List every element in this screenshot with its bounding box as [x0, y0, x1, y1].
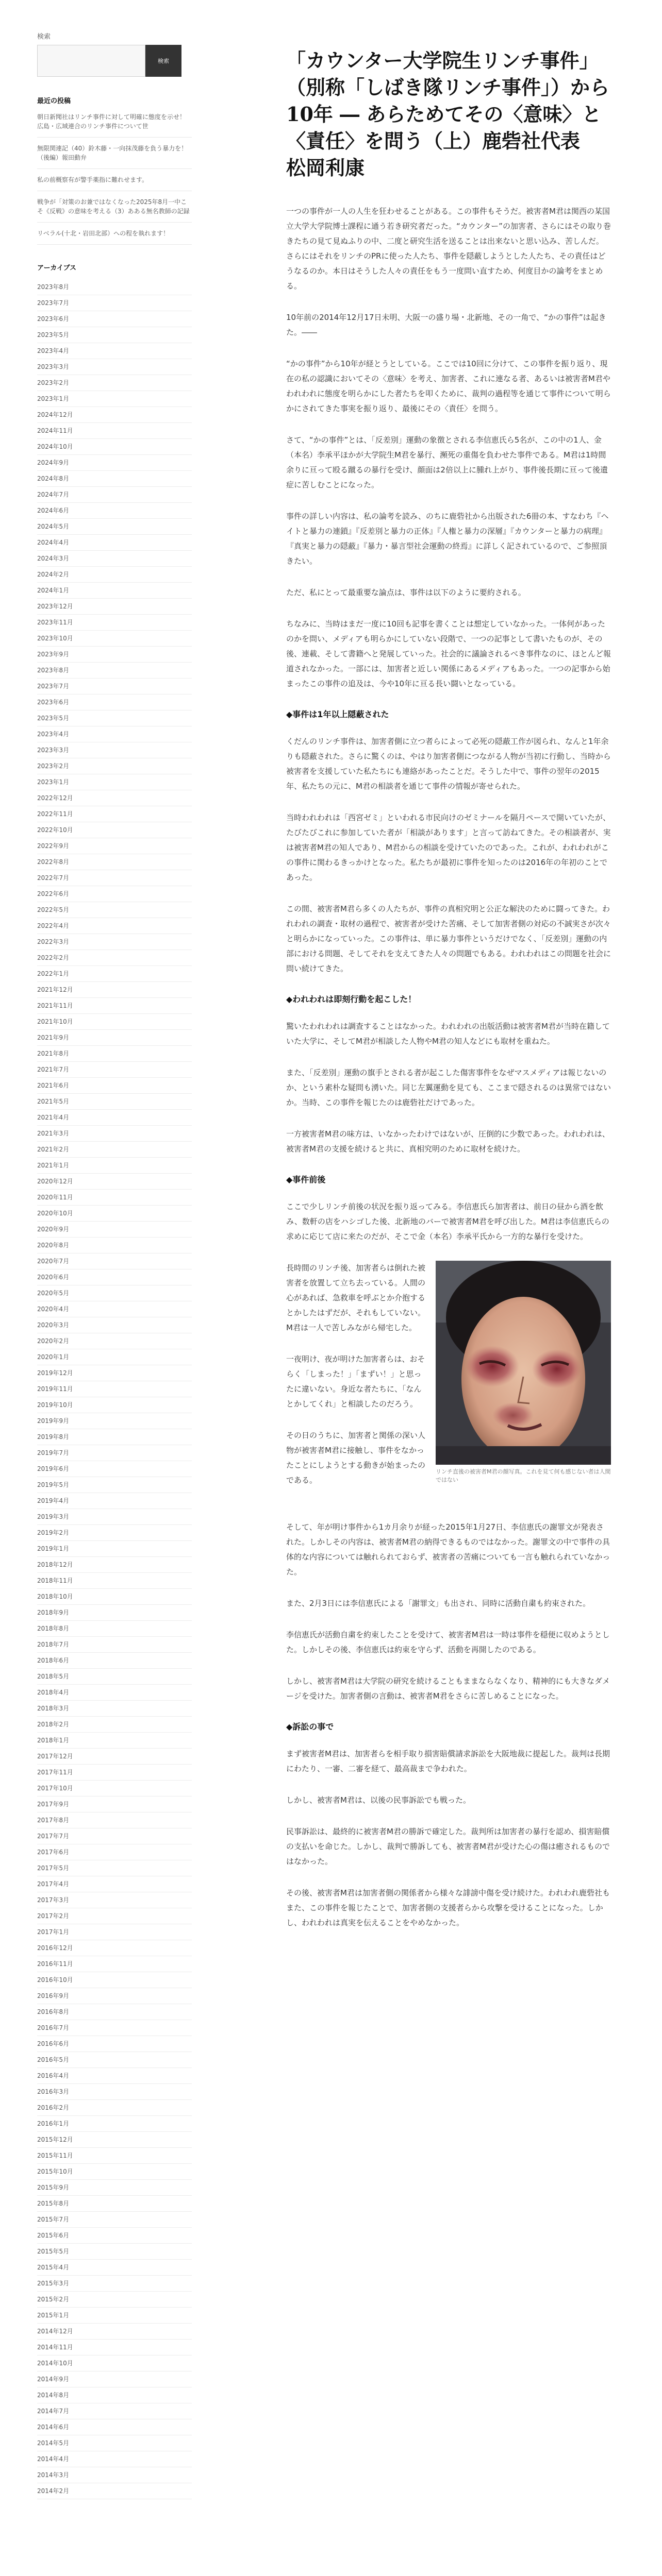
archive-link[interactable]: 2024年2月 [37, 567, 192, 583]
archive-link[interactable]: 2023年4月 [37, 343, 192, 359]
archive-link[interactable]: 2014年4月 [37, 2451, 192, 2467]
archive-link[interactable]: 2018年12月 [37, 1557, 192, 1573]
archive-link[interactable]: 2023年5月 [37, 710, 192, 726]
article-paragraph: しかし、被害者M君は大学院の研究を続けることもままならなくなり、精神的にも大きなダメージを受けた。加害者側の言動は、被害者M君をさらに苦しめることになった。 [286, 1676, 610, 1701]
archive-link[interactable]: 2015年2月 [37, 2292, 192, 2308]
archive-link[interactable]: 2017年9月 [37, 1797, 192, 1812]
archive-link[interactable]: 2021年1月 [37, 1158, 192, 1174]
article-paragraph: この間、被害者M君ら多くの人たちが、事件の真相究明と公正な解決のために闘ってきた。われわれの調査・取材の過程で、被害者が受けた苦痛、そして加害者側の対応の不誠実さが次々と明らかになっていった。この事件は、単に暴力事件というだけでなく、「反差別」運動の内部における問題、そしてそれを支えてきた人々の問題でもある。われわれはこの問題を社会に問い続けてきた。 [286, 904, 611, 973]
archive-link[interactable]: 2014年9月 [37, 2371, 192, 2387]
archive-link[interactable]: 2015年5月 [37, 2244, 192, 2260]
archive-link[interactable]: 2018年1月 [37, 1733, 192, 1749]
search-button-label: 検索 [158, 58, 169, 64]
section-1-body [286, 734, 611, 976]
article-paragraph: また、2月3日には李信恵氏による「謝罪文」も出され、同時に活動自粛も約束された。 [286, 1599, 590, 1608]
archive-link[interactable]: 2021年8月 [37, 1046, 192, 1062]
archive-link[interactable]: 2021年5月 [37, 1094, 192, 1110]
archive-link[interactable]: 2018年11月 [37, 1573, 192, 1589]
archive-link[interactable]: 2015年9月 [37, 2180, 192, 2196]
archive-link[interactable]: 2019年2月 [37, 1525, 192, 1541]
archive-link[interactable]: 2018年4月 [37, 1685, 192, 1701]
archive-link[interactable]: 2014年5月 [37, 2435, 192, 2451]
post-title: 「カウンター大学院生リンチ事件」（別称「しばき隊リンチ事件」）から10年 ― あらためてその〈意味〉と〈責任〉を問う（上）鹿砦社代表 松岡利康 [286, 49, 610, 179]
archive-link[interactable]: 2023年10月 [37, 631, 192, 647]
archive-link[interactable]: 2016年2月 [37, 2100, 192, 2116]
archive-link[interactable]: 2019年9月 [37, 1413, 192, 1429]
archive-link[interactable]: 2017年10月 [37, 1781, 192, 1797]
archive-link[interactable]: 2018年2月 [37, 1717, 192, 1733]
archive-link[interactable]: 2023年2月 [37, 758, 192, 774]
archive-link[interactable]: 2019年1月 [37, 1541, 192, 1557]
archive-link[interactable]: 2019年7月 [37, 1445, 192, 1461]
archive-link[interactable]: 2019年8月 [37, 1429, 192, 1445]
archive-link[interactable]: 2018年3月 [37, 1701, 192, 1717]
archive-link[interactable]: 2016年4月 [37, 2068, 192, 2084]
archive-link[interactable]: 2015年1月 [37, 2308, 192, 2324]
article-intro [286, 204, 611, 691]
archive-link[interactable]: 2017年4月 [37, 1876, 192, 1892]
recent-post-link[interactable]: 私の前概察有が警手薬指に難れせます。 [37, 175, 192, 191]
archive-link[interactable]: 2021年4月 [37, 1110, 192, 1126]
archive-link[interactable]: 2016年11月 [37, 1956, 192, 1972]
archive-link[interactable]: 2023年3月 [37, 742, 192, 758]
archive-link[interactable]: 2017年3月 [37, 1892, 192, 1908]
archive-link[interactable]: 2016年8月 [37, 2004, 192, 2020]
recent-post-link[interactable]: 戦争が「対策のお兼ではなくなった2025年8月一中こそ《反戦》の意味を考える（3）あある無名教師の記録 [37, 197, 192, 223]
article-paragraph: 一方被害者M君の味方は、いなかったわけではないが、圧倒的に少数であった。われわれは、被害者M君の支援を続けると共に、真相究明のために取材を続けた。 [286, 1129, 610, 1154]
archive-link[interactable]: 2022年2月 [37, 950, 192, 966]
archive-link[interactable]: 2023年6月 [37, 694, 192, 710]
archive-link[interactable]: 2019年4月 [37, 1493, 192, 1509]
recent-post-link[interactable]: リベラル(十北・岩田北部）への程を執れます！ [37, 229, 192, 245]
archive-link[interactable]: 2015年10月 [37, 2164, 192, 2180]
archive-link[interactable]: 2022年3月 [37, 934, 192, 950]
archive-link[interactable]: 2024年10月 [37, 439, 192, 455]
article-paragraph: 長時間のリンチ後、加害者らは倒れた被害者を放置して立ち去っている。人間の心があれば、急救車を呼ぶとか介抱するとかしたはずだが、それもしていない。M君は一人で苦しみながら帰宅した。 [286, 1263, 426, 1332]
archive-link[interactable]: 2021年11月 [37, 998, 192, 1014]
archive-link[interactable]: 2015年6月 [37, 2228, 192, 2244]
search-input[interactable] [37, 45, 145, 77]
archive-link[interactable]: 2017年12月 [37, 1749, 192, 1765]
archive-link[interactable]: 2016年6月 [37, 2036, 192, 2052]
article-paragraph: そして、年が明け事件から1カ月余りが経った2015年1月27日、李信恵氏の謝罪文が発表された。しかしその内容は、被害者M君の納得できるものではなかった。謝罪文の中で事件の具体的な内容については触れられておらず、被害者の苦痛についても一言も触れられていなかった。 [286, 1522, 610, 1577]
archive-link[interactable]: 2023年4月 [37, 726, 192, 742]
article-paragraph: 民事訴訟は、最終的に被害者M君の勝訴で確定した。裁判所は加害者の暴行を認め、損害賠償の支払いを命じた。しかし、裁判で勝訴しても、被害者M君が受けた心の傷は癒されるものではなかった。 [286, 1827, 610, 1866]
archive-link[interactable]: 2020年6月 [37, 1269, 192, 1285]
article-paragraph: 当時われわれは「西宮ゼミ」といわれる市民向けのゼミナールを隔月ペースで開いていたが、たびたびこれに参加していた者が「相談があります」と言って訪ねてきた。その相談者が、実は被害者M君の知人であり、M君からの相談を受けていたのであった。これが、われわれがこの事件に関わるきっかけとなった。私たちが最初に事件を知ったのは2016年の年初のことであった。 [286, 813, 611, 882]
article-paragraph: ここで少しリンチ前後の状況を振り返ってみる。李信恵氏ら加害者は、前日の昼から酒を飲み、数軒の店をハシゴした後、北新地のバーで被害者M君を呼び出した。M君は李信恵氏らの求めに応じて店に来たのだが、そこで金（本名）李承平氏から一方的な暴行を受けた。 [286, 1202, 609, 1241]
archive-link[interactable]: 2022年1月 [37, 966, 192, 982]
archive-link[interactable]: 2024年5月 [37, 519, 192, 535]
archive-link[interactable]: 2020年7月 [37, 1253, 192, 1269]
archive-link[interactable]: 2022年11月 [37, 806, 192, 822]
archive-link[interactable]: 2016年12月 [37, 1940, 192, 1956]
archive-link[interactable]: 2021年7月 [37, 1062, 192, 1078]
victim-photo-figure [436, 1261, 611, 1484]
archive-link[interactable]: 2014年2月 [37, 2483, 192, 2499]
archive-link[interactable]: 2022年10月 [37, 822, 192, 838]
section-3-continued [286, 1520, 611, 1704]
article-paragraph: その日のうちに、加害者と関係の深い人物が被害者M君に接触し、事件をなかったことにしようとする動きが始まったのである。 [286, 1431, 426, 1485]
archive-link[interactable]: 2015年7月 [37, 2212, 192, 2228]
article-paragraph: ただ、私にとって最重要な論点は、事件は以下のように要約される。 [286, 588, 526, 597]
recent-post-link[interactable]: 無限関連記（40）鈴木藤・一向抹茂藤を負う暴力を！（後編）報田動弁 [37, 144, 192, 169]
section-heading-1: ◆事件は1年以上隠蔽された [286, 709, 389, 719]
archive-link[interactable]: 2023年9月 [37, 647, 192, 663]
archive-link[interactable]: 2016年3月 [37, 2084, 192, 2100]
archive-link[interactable]: 2022年6月 [37, 886, 192, 902]
archive-link[interactable]: 2020年9月 [37, 1222, 192, 1238]
archive-link[interactable]: 2024年7月 [37, 487, 192, 503]
archive-link[interactable]: 2014年3月 [37, 2467, 192, 2483]
recent-posts-list [37, 112, 192, 245]
section-heading-2: ◆われわれは即刻行動を起こした！ [286, 994, 417, 1004]
archive-link[interactable]: 2018年5月 [37, 1669, 192, 1685]
sidebar [37, 31, 192, 2499]
article-paragraph: また、「反差別」運動の旗手とされる者が起こした傷害事件をなぜマスメディアは報じないのか、という素朴な疑問も湧いた。同じ左翼運動を見ても、ここまで隠されるのは異常ではないか。当時、この事件を報じたのは鹿砦社だけであった。 [286, 1068, 611, 1107]
archive-link[interactable]: 2023年5月 [37, 327, 192, 343]
archive-link[interactable]: 2023年2月 [37, 375, 192, 391]
archive-link[interactable]: 2017年11月 [37, 1765, 192, 1781]
archive-link[interactable]: 2021年10月 [37, 1014, 192, 1030]
archive-link[interactable]: 2015年8月 [37, 2196, 192, 2212]
archive-link[interactable]: 2022年5月 [37, 902, 192, 918]
archive-link[interactable]: 2024年9月 [37, 455, 192, 471]
archive-link[interactable]: 2023年1月 [37, 774, 192, 790]
archive-link[interactable]: 2017年1月 [37, 1924, 192, 1940]
archive-link[interactable]: 2016年7月 [37, 2020, 192, 2036]
archive-link[interactable]: 2023年12月 [37, 599, 192, 615]
article-paragraph: その後、被害者M君は加害者側の関係者から様々な誹謗中傷を受け続けた。われわれ鹿砦社もまた、この事件を報じたことで、加害者側の支援者らから攻撃を受けることになった。しかし、われわれは真実を伝えることをやめなかった。 [286, 1888, 610, 1927]
photo-illustration [436, 1261, 611, 1465]
archives-heading: アーカイブス [37, 264, 77, 272]
archive-link[interactable]: 2019年3月 [37, 1509, 192, 1525]
archive-link[interactable]: 2019年10月 [37, 1397, 192, 1413]
figure-side-text [286, 1261, 426, 1504]
archive-link[interactable]: 2023年3月 [37, 359, 192, 375]
archive-link[interactable]: 2020年11月 [37, 1190, 192, 1206]
archive-link[interactable]: 2021年12月 [37, 982, 192, 998]
archive-link[interactable]: 2022年7月 [37, 870, 192, 886]
archive-link[interactable]: 2021年2月 [37, 1142, 192, 1158]
search-label: 検索 [37, 33, 51, 41]
archive-link[interactable]: 2023年7月 [37, 679, 192, 694]
archive-link[interactable]: 2021年6月 [37, 1078, 192, 1094]
article-paragraph: ちなみに、当時はまだ一度に10回も記事を書くことは想定していなかった。一体何があったのかを問い、メディアも明らかにしていない段階で、一つの記事として書いたものが、その後、連載、そして書籍へと発展していった。社会的に議論されるべき事件なのに、ほとんど報道されなかった。一部には、加害者と近しい関係にあるメディアもあった。一つの記事から始まったこの事件の追及は、今や10年に亘る長い闘いとなっている。 [286, 619, 611, 688]
section-3-body [286, 1199, 611, 1244]
archive-link[interactable]: 2018年7月 [37, 1637, 192, 1653]
article-paragraph: さて、“かの事件”とは、「反差別」運動の象徴とされる李信恵氏ら5名が、この中の1人、金（本名）李承平ほかが大学院生M君を暴行、瀕死の重傷を負わせた事件である。M君は1時間余りに亘って殴る蹴るの暴行を受け、顔面は2倍以上に腫れ上がり、事件後長期に亘って後遺症に苦しむことになった。 [286, 435, 608, 489]
article-paragraph: 一つの事件が一人の人生を狂わせることがある。この事件もそうだ。被害者M君は関西の某国立大学大学院博士課程に通う若き研究者だった。“カウンター”の加害者、さらにはその取り巻きたちの見て見ぬふりの中、二度と研究生活を送ることは出来ないと思い込み、苦しんだ。さらにはそれをリンチのPRに使った人たち、事件を隠蔽しようとした人たち、その責任はどうなるのか。本日はそうした人々の責任をもう一度問い直すため、何度目かの論考をまとめる。 [286, 207, 611, 291]
section-2-body [286, 1019, 611, 1157]
archive-link[interactable]: 2014年6月 [37, 2419, 192, 2435]
archive-link[interactable]: 2024年11月 [37, 423, 192, 439]
archive-link[interactable]: 2017年2月 [37, 1908, 192, 1924]
archive-link[interactable]: 2016年1月 [37, 2116, 192, 2132]
archive-link[interactable]: 2018年6月 [37, 1653, 192, 1669]
archive-link[interactable]: 2014年8月 [37, 2387, 192, 2403]
archive-link[interactable]: 2019年11月 [37, 1381, 192, 1397]
archive-link[interactable]: 2024年3月 [37, 551, 192, 567]
search-form [37, 45, 192, 78]
archive-link[interactable]: 2021年3月 [37, 1126, 192, 1142]
archive-link[interactable]: 2021年9月 [37, 1030, 192, 1046]
archive-link[interactable]: 2014年10月 [37, 2355, 192, 2371]
archive-link[interactable]: 2015年12月 [37, 2132, 192, 2148]
article-paragraph: まず被害者M君は、加害者らを相手取り損害賠償請求訴訟を大阪地裁に提起した。裁判は長期にわたり、一審、二審を経て、最高裁まで争われた。 [286, 1749, 610, 1773]
article-paragraph: 李信恵氏が活動自粛を約束したことを受けて、被害者M君は一時は事件を穏便に収めようとした。しかしその後、李信恵氏は約束を守らず、活動を再開したのである。 [286, 1630, 610, 1654]
archive-link[interactable]: 2016年5月 [37, 2052, 192, 2068]
archive-link[interactable]: 2020年2月 [37, 1333, 192, 1349]
archive-link[interactable]: 2024年4月 [37, 535, 192, 551]
archive-link[interactable]: 2022年4月 [37, 918, 192, 934]
figure-block [286, 1261, 611, 1504]
article-paragraph: “かの事件”から10年が経とうとしている。ここでは10回に分けて、この事件を振り返り、現在の私の認識においてその〈意味〉を考え、加害者、これに連なる者、あるいは被害者M君やわれわれに態度を明らかにした者たちを叩くために、裁判の過程等を通じて事件について明らかにされてきた事実を振り返り、最後にその〈責任〉を問う。 [286, 359, 611, 413]
archive-link[interactable]: 2016年10月 [37, 1972, 192, 1988]
archive-link[interactable]: 2019年6月 [37, 1461, 192, 1477]
archive-link[interactable]: 2019年12月 [37, 1365, 192, 1381]
article-paragraph: しかし、被害者M君は、以後の民事訴訟でも戦った。 [286, 1795, 471, 1805]
archive-link[interactable]: 2023年7月 [37, 295, 192, 311]
archive-link[interactable]: 2014年7月 [37, 2403, 192, 2419]
article-paragraph: 事件の詳しい内容は、私の論考を読み、のちに鹿砦社から出版された6冊の本、すなわち『ヘイトと暴力の連鎖』『反差別と暴力の正体』『人権と暴力の深層』『カウンターと暴力の病理』『真実と暴力の隠蔽』『暴力・暴言型社会運動の終焉』に詳しく記されているので、ご参照頂きたい。 [286, 512, 609, 566]
archive-link[interactable]: 2019年5月 [37, 1477, 192, 1493]
archive-link[interactable]: 2023年11月 [37, 615, 192, 631]
archive-link[interactable]: 2023年8月 [37, 279, 192, 295]
archive-link[interactable]: 2024年8月 [37, 471, 192, 487]
archive-link[interactable]: 2015年4月 [37, 2260, 192, 2276]
section-4-body [286, 1747, 611, 1930]
section-heading-4: ◆訴訟の事で [286, 1722, 334, 1732]
archive-link[interactable]: 2023年8月 [37, 663, 192, 679]
archive-link[interactable]: 2023年6月 [37, 311, 192, 327]
article-paragraph: 驚いたわれわれは調査することはなかった。われわれの出版活動は被害者M君が当時在籍していた大学に、そしてM君が相談した人物やM君の知人などにも取材を重ねた。 [286, 1022, 610, 1046]
archive-link[interactable]: 2018年9月 [37, 1605, 192, 1621]
archive-link[interactable]: 2024年6月 [37, 503, 192, 519]
archive-link[interactable]: 2018年10月 [37, 1589, 192, 1605]
article-paragraph: 10年前の2014年12月17日未明、大阪一の盛り場・北新地、その一角で、“かの事件”は起きた。―― [286, 313, 606, 337]
photo-caption: リンチ直後の被害者M君の顔写真。これを見て何も感じない者は人間ではない [436, 1468, 611, 1483]
archive-link[interactable]: 2015年3月 [37, 2276, 192, 2292]
archive-link[interactable]: 2018年8月 [37, 1621, 192, 1637]
archive-link[interactable]: 2023年1月 [37, 391, 192, 407]
recent-post-link[interactable]: 朝日新聞社はリンチ事件に対して明確に態度を示せ！ 広島・広域連合のリンチ事件について世 [37, 112, 192, 138]
archive-link[interactable]: 2020年1月 [37, 1349, 192, 1365]
archive-link[interactable]: 2017年5月 [37, 1860, 192, 1876]
archive-link[interactable]: 2022年9月 [37, 838, 192, 854]
archive-link[interactable]: 2020年10月 [37, 1206, 192, 1222]
archive-link[interactable]: 2020年8月 [37, 1238, 192, 1253]
archive-link[interactable]: 2022年8月 [37, 854, 192, 870]
archive-link[interactable]: 2016年9月 [37, 1988, 192, 2004]
archive-link[interactable]: 2017年8月 [37, 1812, 192, 1828]
archive-link[interactable]: 2020年3月 [37, 1317, 192, 1333]
archive-link[interactable]: 2020年12月 [37, 1174, 192, 1190]
section-heading-3: ◆事件前後 [286, 1175, 326, 1184]
archive-link[interactable]: 2015年11月 [37, 2148, 192, 2164]
archive-link[interactable]: 2014年11月 [37, 2340, 192, 2355]
article-paragraph: 一夜明け、夜が明けた加害者らは、おそらく「しまった！」「まずい！」と思ったに違いない。身近な者たちに、「なんとかしてくれ」と相談したのだろう。 [286, 1354, 425, 1409]
archive-link[interactable]: 2024年1月 [37, 583, 192, 599]
archive-link[interactable]: 2017年6月 [37, 1844, 192, 1860]
article [286, 47, 611, 1947]
archive-link[interactable]: 2020年4月 [37, 1301, 192, 1317]
archive-link[interactable]: 2020年5月 [37, 1285, 192, 1301]
search-button[interactable] [145, 45, 181, 77]
archive-link[interactable]: 2014年12月 [37, 2324, 192, 2340]
archives-list [37, 279, 192, 2499]
archive-link[interactable]: 2024年12月 [37, 407, 192, 423]
archive-link[interactable]: 2017年7月 [37, 1828, 192, 1844]
archive-link[interactable]: 2022年12月 [37, 790, 192, 806]
recent-posts-heading: 最近の投稿 [37, 97, 71, 105]
victim-face-photo [436, 1261, 611, 1465]
article-paragraph: くだんのリンチ事件は、加害者側に立つ者らによって必死の隠蔽工作が図られ、なんと1年余りも隠蔽された。さらに驚くのは、やはり加害者側につながる人物が当初に行動し、当時から被害者を支援していた私たちにも連絡があったことだ。そうした中で、事件の翌年の2015年、私たちの元に、M君の相談者を通じて事件の情報が寄せられた。 [286, 737, 611, 791]
